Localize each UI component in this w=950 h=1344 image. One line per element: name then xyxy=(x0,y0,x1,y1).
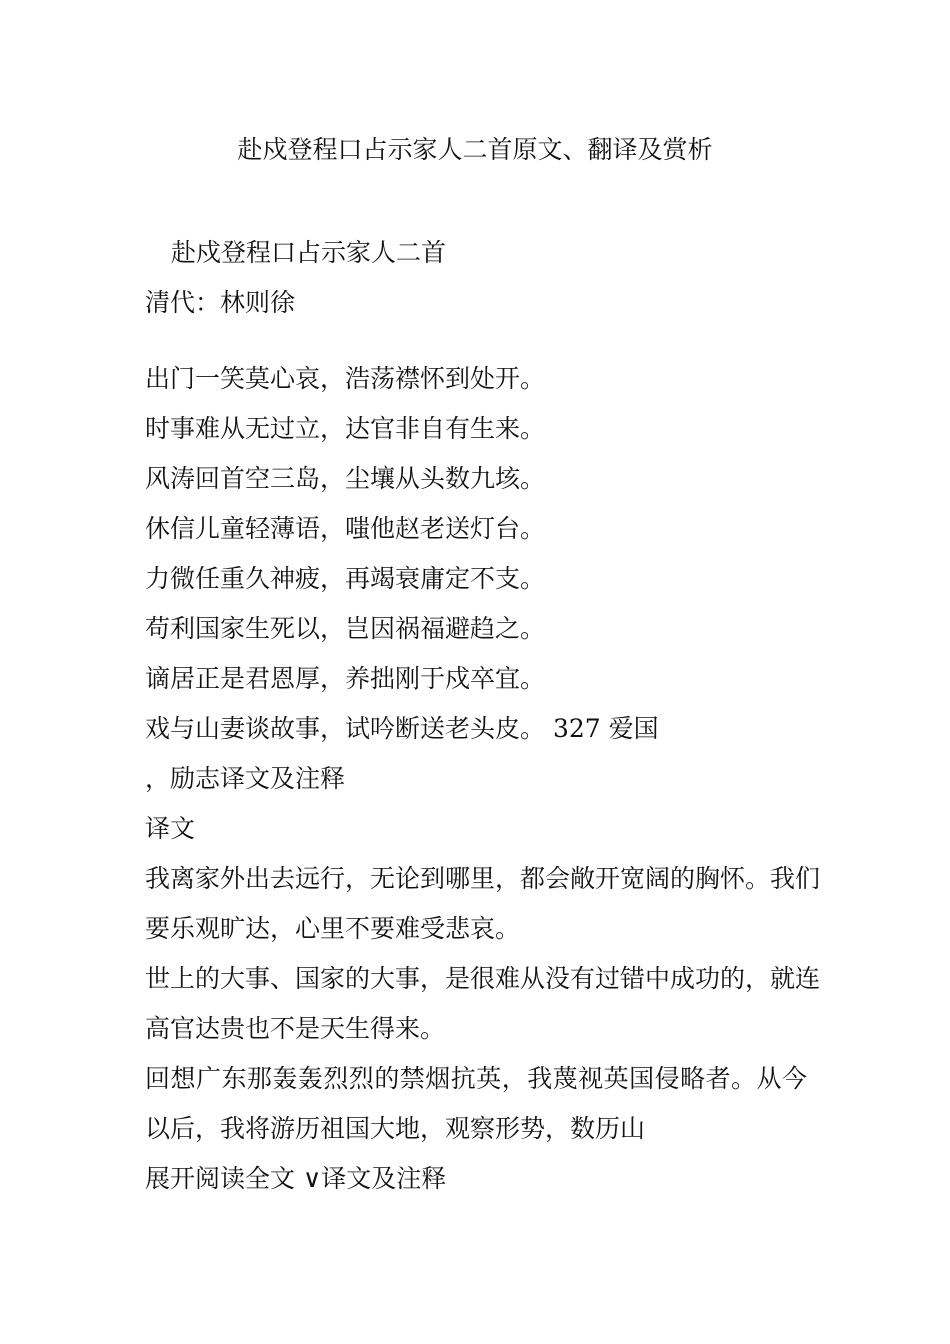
translation-line: 世上的大事、国家的大事，是很难从没有过错中成功的，就连 xyxy=(145,964,821,993)
verse-line: 力微任重久神疲，再竭衰庸定不支。 xyxy=(145,564,546,593)
verse-line: 风涛回首空三岛，尘壤从头数九垓。 xyxy=(145,464,546,493)
translation-paragraph xyxy=(145,854,825,954)
poem-verses xyxy=(145,354,825,754)
document-content xyxy=(145,228,825,1204)
translation-line: 回想广东那轰轰烈烈的禁烟抗英，我蔑视英国侵略者。从今 xyxy=(145,1064,807,1093)
author-line: 清代：林则徐 xyxy=(145,288,296,317)
verse-line: 苟利国家生死以，岂因祸福避趋之。 xyxy=(145,614,546,643)
verse-line: 戏与山妻谈故事，试吟断送老头皮。 327 爱国 xyxy=(145,714,659,743)
translation-line: 以后，我将游历祖国大地，观察形势，数历山 xyxy=(145,1114,646,1143)
translation-heading: 译文 xyxy=(145,814,196,843)
tags-line: ，励志译文及注释 xyxy=(145,764,346,793)
verse-line: 谪居正是君恩厚，养拙刚于戍卒宜。 xyxy=(145,664,546,693)
translation-line: 我离家外出去远行，无论到哪里，都会敞开宽阔的胸怀。我们 xyxy=(145,864,821,893)
translation-line: 高官达贵也不是天生得来。 xyxy=(145,1014,446,1043)
poem-title: 赴戍登程口占示家人二首 xyxy=(171,238,447,267)
expand-full-text-link[interactable]: 展开阅读全文 ∨译文及注释 xyxy=(145,1164,447,1193)
translation-line: 要乐观旷达，心里不要难受悲哀。 xyxy=(145,914,521,943)
spacer xyxy=(145,328,825,354)
verse-line: 时事难从无过立，达官非自有生来。 xyxy=(145,414,546,443)
translation-paragraph xyxy=(145,1054,825,1154)
verse-line: 出门一笑莫心哀，浩荡襟怀到处开。 xyxy=(145,364,546,393)
translation-paragraph xyxy=(145,954,825,1054)
verse-line: 休信儿童轻薄语，嗤他赵老送灯台。 xyxy=(145,514,546,543)
document-title: 赴戍登程口占示家人二首原文、翻译及赏析 xyxy=(237,135,713,164)
